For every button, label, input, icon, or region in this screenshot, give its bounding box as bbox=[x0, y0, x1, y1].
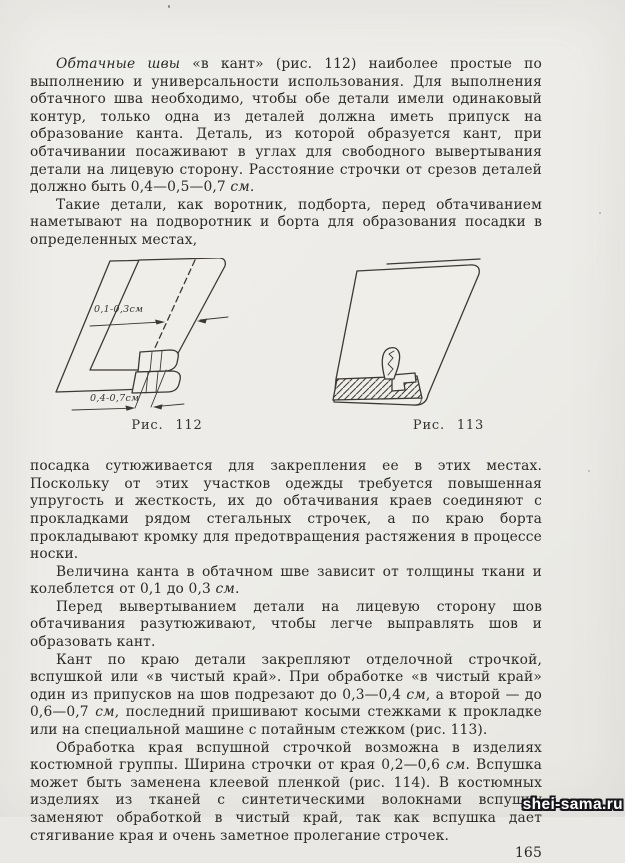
figures-row bbox=[30, 258, 542, 435]
dimension-seam-allowance-label: 0,4-0,7см bbox=[90, 392, 140, 404]
figure-113 bbox=[330, 258, 595, 435]
paragraph-3: посадка сутюживается для закрепления ее в этих местах. Поскольку от этих участков одежды требуется повышенная упругость и жесткость, их до обтачивания краев соединяют с прокладками рядом стегальных строчек, а по краю борта прокладывают кромку для предотвращения растяжения в процессе носки. bbox=[30, 458, 542, 563]
scan-speck bbox=[599, 212, 601, 214]
figure-113-caption: Рис. 113 bbox=[412, 417, 485, 433]
page-number: 165 bbox=[514, 845, 542, 862]
dimension-kant-width-label: 0,1-0,3см bbox=[94, 303, 144, 315]
body-text bbox=[30, 56, 542, 863]
figure-113-diagram bbox=[330, 258, 595, 414]
paragraph-5: Перед вывертыванием детали на лицевую сторону шов обтачивания разутюживают, чтобы легче выправлять шов и образовать кант. bbox=[30, 598, 542, 651]
figure-112 bbox=[32, 258, 302, 435]
figure-112-diagram bbox=[32, 258, 302, 414]
figure-112-caption: Рис. 112 bbox=[131, 417, 203, 433]
watermark-site-label: shei-sama.ru bbox=[522, 796, 623, 813]
kant-roll-detail bbox=[132, 350, 180, 393]
paragraph-4: Величина канта в обтачном шве зависит от толщины ткани и колеблется от 0,1 до 0,3 см. bbox=[30, 563, 542, 598]
scan-speck bbox=[168, 5, 170, 8]
fabric-under-edge bbox=[387, 259, 480, 264]
paragraph-2: Такие детали, как воротник, подборта, перед обтачиванием наметывают на подворотник и борта для образования посадки в определенных местах, bbox=[30, 196, 542, 248]
paragraph-7: Обработка края вспушной строчкой возможна в изделиях костюмной группы. Ширина строчки от края 0,2—0,6 см. Вспушка может быть заменена клеевой пленкой (рис. 114). В костюмных изделиях из тканей с синтетическими волокнами вспушку заменяют обработкой в чистый край, так как вспушка дает стягивание края и очень заметное пролегание строчек. bbox=[30, 739, 542, 844]
scan-speck bbox=[588, 470, 590, 472]
paragraph-6: Кант по краю детали закрепляют отделочной строчкой, вспушкой или «в чистый край». При обработке «в чистый край» один из припусков на шов подрезают до 0,3—0,4 см, а второй — до 0,6—0,7 см, последний пришивают косыми стежками к прокладке или на специальной машине с потайным стежком (рис. 113). bbox=[30, 651, 542, 739]
paragraph-1: Обтачные швы «в кант» (рис. 112) наиболее простые по выполнению и универсальности использования. Для выполнения обтачного шва необходимо, чтобы обе детали имели одинаковый контур, только одна из деталей должна иметь припуск на образование канта. Деталь, из которой образуется кант, при обтачивании посаживают в углах для свободного вывертывания детали на лицевую сторону. Расстояние строчки от срезов деталей должно быть 0,4—0,5—0,7 см. bbox=[30, 56, 542, 196]
